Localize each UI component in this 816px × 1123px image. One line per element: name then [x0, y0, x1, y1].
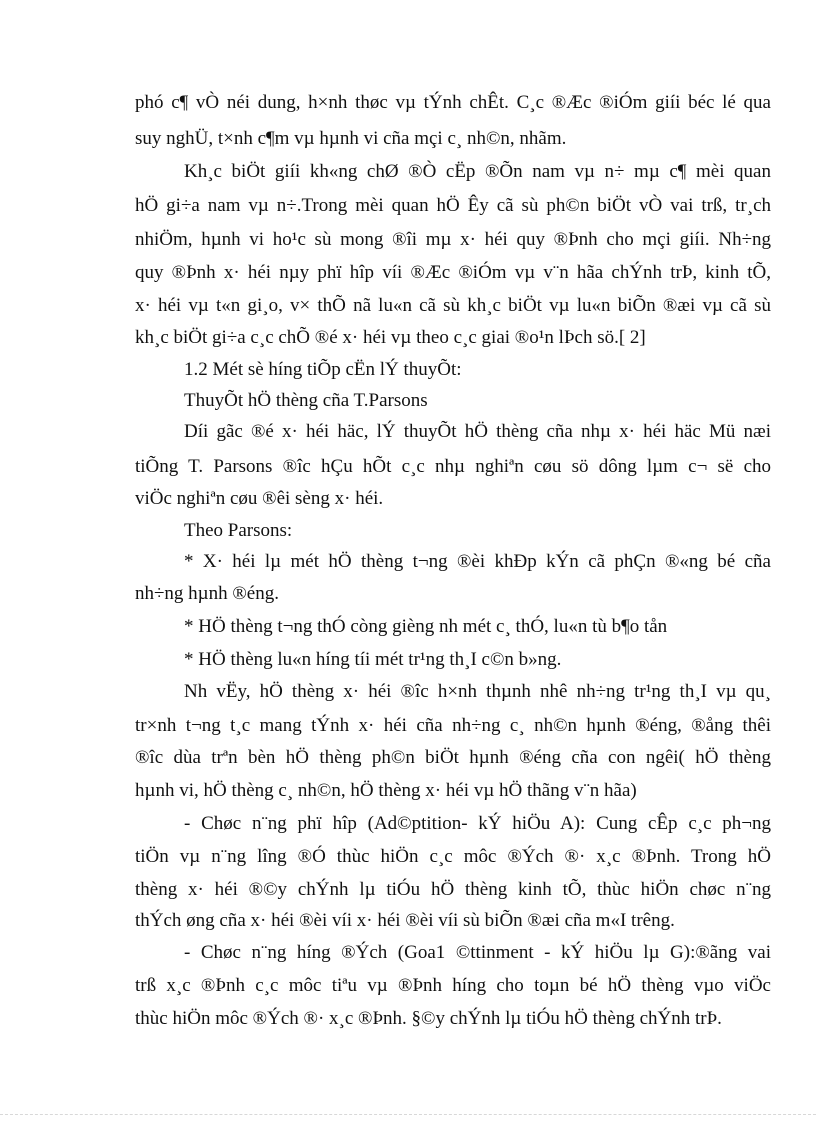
body-text-line: Theo Parsons: [184, 520, 293, 541]
subsection-heading: ThuyÕt hÖ thèng cña T.Parsons [184, 390, 428, 411]
body-text-line: phó c¶ vÒ néi dung, h×nh thøc vµ tÝnh chÊt. C¸c ®Æc ®iÓm giíi béc lé qua [135, 92, 771, 113]
bullet-item-line: nh÷ng hµnh ®éng. [135, 583, 279, 604]
bullet-item-line: * HÖ thèng t¬ng thÓ còng gièng nh mét c¸ thÓ, lu«n tù b¶o tån [184, 616, 668, 637]
body-text-line: kh¸c biÖt gi÷a c¸c chÕ ®é x· héi vµ theo c¸c giai ®o¹n lÞch sö.[ 2] [135, 327, 646, 348]
body-text-line: quy ®Þnh x· héi nµy phï hîp víi ®Æc ®iÓm vµ v¨n hãa chÝnh trÞ, kinh tÕ, [135, 262, 771, 283]
body-text-line: trß x¸c ®Þnh c¸c môc tiªu vµ ®Þnh híng cho toµn bé hÖ thèng vµo viÖc [135, 975, 771, 996]
body-text-line: thÝch øng cña x· héi ®èi víi x· héi ®èi víi sù biÕn ®æi cña m«I trêng. [135, 910, 675, 931]
body-text-line: viÖc nghiªn cøu ®êi sèng x· héi. [135, 488, 384, 509]
body-text-line: x· héi vµ t«n gi¸o, v× thÕ nã lu«n cã sù kh¸c biÖt vµ lu«n biÕn ®æi vµ cã sù [135, 295, 771, 316]
body-text-line: tr×nh t¬ng t¸c mang tÝnh x· héi cña nh÷ng c¸ nh©n hµnh ®éng, ®ång thêi [135, 715, 771, 736]
body-text-line: Díi gãc ®é x· héi häc, lÝ thuyÕt hÖ thèng cña nhµ x· héi häc Mü næi [184, 421, 771, 442]
body-text-line: thèng x· héi ®©y chÝnh lµ tiÓu hÖ thèng kinh tÕ, thùc hiÖn chøc n¨ng [135, 879, 771, 900]
body-text-line: tiÕng T. Parsons ®îc hÇu hÕt c¸c nhµ nghiªn cøu sö dông lµm c¬ së cho [135, 456, 771, 477]
page-bottom-divider [0, 1114, 816, 1115]
section-heading: 1.2 Mét sè híng tiÕp cËn lÝ thuyÕt: [184, 359, 462, 380]
body-text-line: hÖ gi÷a nam vµ n÷.Trong mèi quan hÖ Êy cã sù ph©n biÖt vÒ vai trß, tr¸ch [135, 195, 771, 216]
body-text-line: thùc hiÖn môc ®Ých ®· x¸c ®Þnh. §©y chÝnh lµ tiÓu hÖ thèng chÝnh trÞ. [135, 1008, 722, 1029]
body-text-line: ®îc dùa trªn bèn hÖ thèng ph©n biÖt hµnh ®éng cña con ngêi( hÖ thèng [135, 747, 771, 768]
body-text-line: Nh vËy, hÖ thèng x· héi ®îc h×nh thµnh nhê nh÷ng tr¹ng th¸I vµ qu¸ [184, 681, 771, 702]
bullet-item-line: * X· héi lµ mét hÖ thèng t¬ng ®èi khÐp kÝn cã phÇn ®«ng bé cña [184, 551, 771, 572]
body-text-line: - Chøc n¨ng híng ®Ých (Goa1 ©ttinment - kÝ hiÖu lµ G):®ãng vai [184, 942, 771, 963]
bullet-item-line: * HÖ thèng lu«n híng tíi mét tr¹ng th¸I c©n b»ng. [184, 649, 562, 670]
body-text-line: suy nghÜ, t×nh c¶m vµ hµnh vi cña mçi c¸ nh©n, nhãm. [135, 128, 567, 149]
body-text-line: tiÖn vµ n¨ng lîng ®Ó thùc hiÖn c¸c môc ®Ých ®· x¸c ®Þnh. Trong hÖ [135, 846, 771, 867]
body-text-line: nhiÖm, hµnh vi ho¹c sù mong ®îi mµ x· héi quy ®Þnh cho mçi giíi. Nh÷ng [135, 229, 771, 250]
body-text-line: hµnh vi, hÖ thèng c¸ nh©n, hÖ thèng x· héi vµ hÖ thãng v¨n hãa) [135, 780, 637, 801]
body-text-line: Kh¸c biÖt giíi kh«ng chØ ®Ò cËp ®Õn nam vµ n÷ mµ c¶ mèi quan [184, 161, 771, 182]
body-text-line: - Chøc n¨ng phï hîp (Ad©ptition- kÝ hiÖu A): Cung cÊp c¸c ph¬ng [184, 813, 771, 834]
